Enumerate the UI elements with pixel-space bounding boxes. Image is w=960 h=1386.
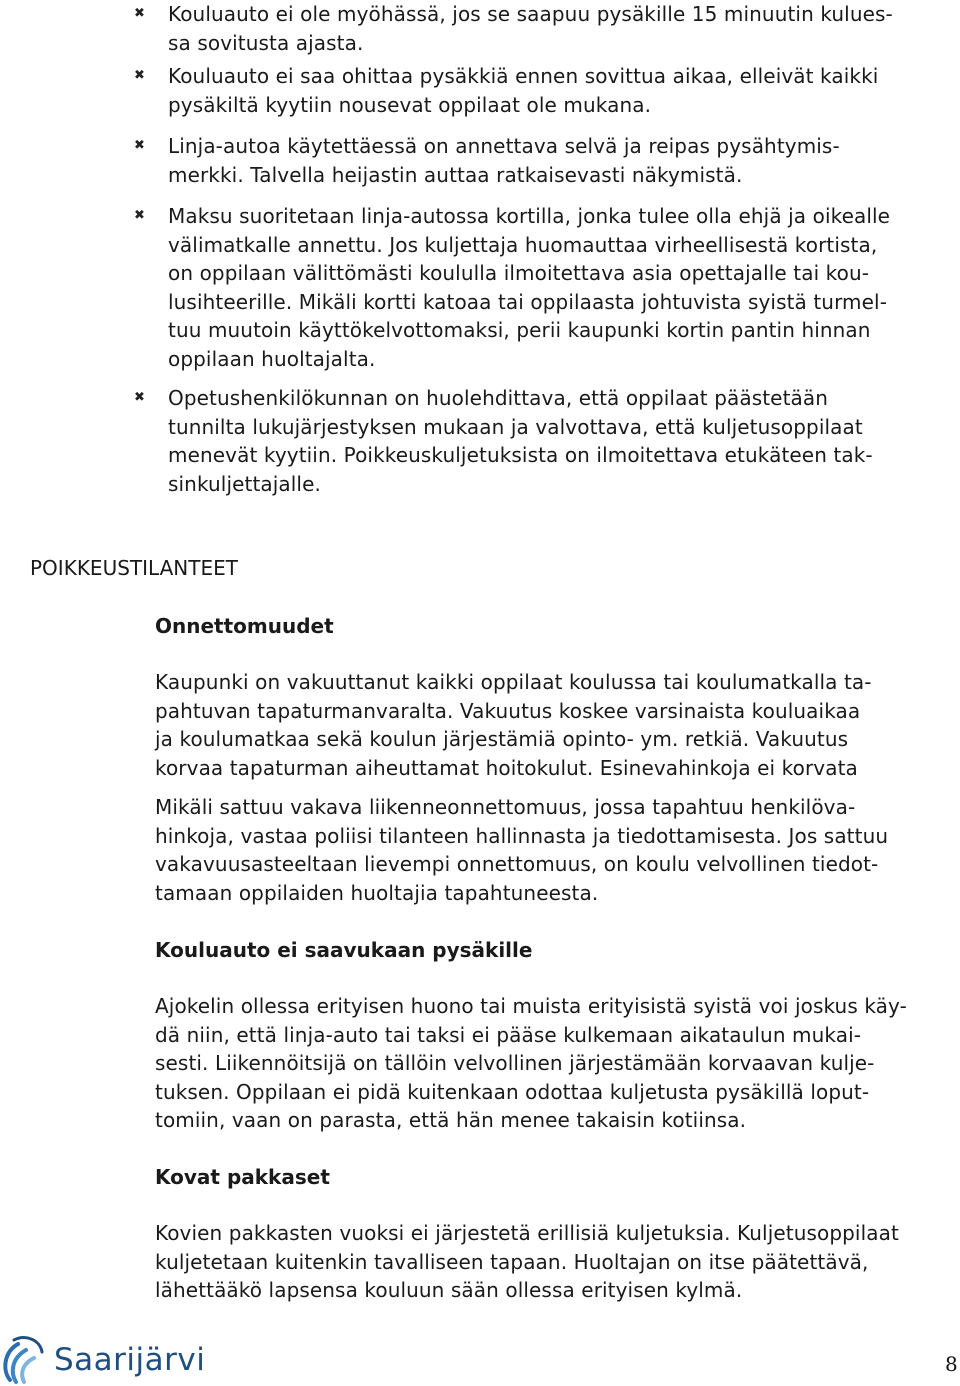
bullet-line: pysäkiltä kyytiin nousevat oppilaat ole mukana. xyxy=(168,92,652,117)
paragraph-line: Mikäli sattuu vakava liikenneonnettomuus, jossa tapahtuu henkilöva- xyxy=(155,795,856,819)
section-title: POIKKEUSTILANTEET xyxy=(30,556,238,580)
paragraph-line: kuljetetaan kuitenkin tavalliseen tapaan. Huoltajan on itse päätettävä, xyxy=(155,1249,869,1274)
paragraph-line: Kovien pakkasten vuoksi ei järjestetä erillisiä kuljetuksia. Kuljetusoppilaat xyxy=(155,1221,899,1245)
heading-ei-saavu: Kouluauto ei saavukaan pysäkille xyxy=(155,938,533,962)
logo-wordmark: Saarijärvi xyxy=(54,1342,206,1378)
bullet-line: Kouluauto ei saa ohittaa pysäkkiä ennen sovittua aikaa, elleivät kaikki xyxy=(168,64,879,88)
paragraph-line: korvaa tapaturman aiheuttamat hoitokulut. Esinevahinkoja ei korvata xyxy=(155,755,858,780)
bullet-line: välimatkalle annettu. Jos kuljettaja huomauttaa virheellisestä kortista, xyxy=(168,232,878,257)
cross-bullet-icon: ✖ xyxy=(134,6,145,21)
paragraph-line: hinkoja, vastaa poliisi tilanteen hallinnasta ja tiedottamisesta. Jos sattuu xyxy=(155,823,889,848)
bullet-line: lusihteerille. Mikäli kortti katoaa tai oppilaasta johtuvista syistä turmel- xyxy=(168,289,888,314)
paragraph-line: dä niin, että linja-auto tai taksi ei pääse kulkemaan aikataulun mukai- xyxy=(155,1022,862,1047)
bullet-line: Linja-autoa käytettäessä on annettava selvä ja reipas pysähtymis- xyxy=(168,134,840,158)
cross-bullet-icon: ✖ xyxy=(134,68,145,83)
bullet-line: merkki. Talvella heijastin auttaa ratkaisevasti näkymistä. xyxy=(168,162,743,187)
paragraph-line: sesti. Liikennöitsijä on tällöin velvollinen järjestämään korvaavan kulje- xyxy=(155,1051,875,1075)
bullet-line: on oppilaan välittömästi koululla ilmoitettava asia opettajalle tai kou- xyxy=(168,261,870,285)
paragraph-line: tomiin, vaan on parasta, että hän menee takaisin kotiinsa. xyxy=(155,1108,747,1132)
bullet-line: oppilaan huoltajalta. xyxy=(168,346,376,371)
paragraph-line: Kaupunki on vakuuttanut kaikki oppilaat koulussa tai koulumatkalla ta- xyxy=(155,670,872,694)
bullet-line: Kouluauto ei ole myöhässä, jos se saapuu pysäkille 15 minuutin kulues- xyxy=(168,2,893,26)
paragraph-line: Ajokelin ollessa erityisen huono tai muista erityisistä syistä voi joskus käy- xyxy=(155,994,907,1018)
cross-bullet-icon: ✖ xyxy=(134,208,145,223)
page-number: 8 xyxy=(945,1352,958,1376)
bullet-line: Opetushenkilökunnan on huolehdittava, että oppilaat päästetään xyxy=(168,386,828,410)
bullet-line: Maksu suoritetaan linja-autossa kortilla, jonka tulee olla ehjä ja oikealle xyxy=(168,204,891,228)
bullet-line: tunnilta lukujärjestyksen mukaan ja valvottava, että kuljetusoppilaat xyxy=(168,414,863,439)
heading-onnettomuudet: Onnettomuudet xyxy=(155,614,334,638)
bullet-line: tuu muutoin käyttökelvottomaksi, perii kaupunki kortin pantin hinnan xyxy=(168,318,871,342)
cross-bullet-icon: ✖ xyxy=(134,390,145,405)
bullet-line: sinkuljettajalle. xyxy=(168,471,321,496)
bullet-line: sa sovitusta ajasta. xyxy=(168,30,364,55)
bullet-line: menevät kyytiin. Poikkeuskuljetuksista on ilmoitettava etukäteen tak- xyxy=(168,443,873,467)
paragraph-line: tuksen. Oppilaan ei pidä kuitenkaan odottaa kuljetusta pysäkillä loput- xyxy=(155,1079,870,1104)
paragraph-line: pahtuvan tapaturmanvaralta. Vakuutus koskee varsinaista kouluaikaa xyxy=(155,698,861,723)
paragraph-line: ja koulumatkaa sekä koulun järjestämiä opinto- ym. retkiä. Vakuutus xyxy=(155,727,849,751)
paragraph-line: vakavuusasteeltaan lievempi onnettomuus, on koulu velvollinen tiedot- xyxy=(155,852,879,876)
paragraph-line: lähettääkö lapsensa kouluun sään ollessa erityisen kylmä. xyxy=(155,1278,743,1302)
cross-bullet-icon: ✖ xyxy=(134,138,145,153)
paragraph-line: tamaan oppilaiden huoltajia tapahtuneesta. xyxy=(155,880,599,905)
heading-pakkaset: Kovat pakkaset xyxy=(155,1165,330,1189)
